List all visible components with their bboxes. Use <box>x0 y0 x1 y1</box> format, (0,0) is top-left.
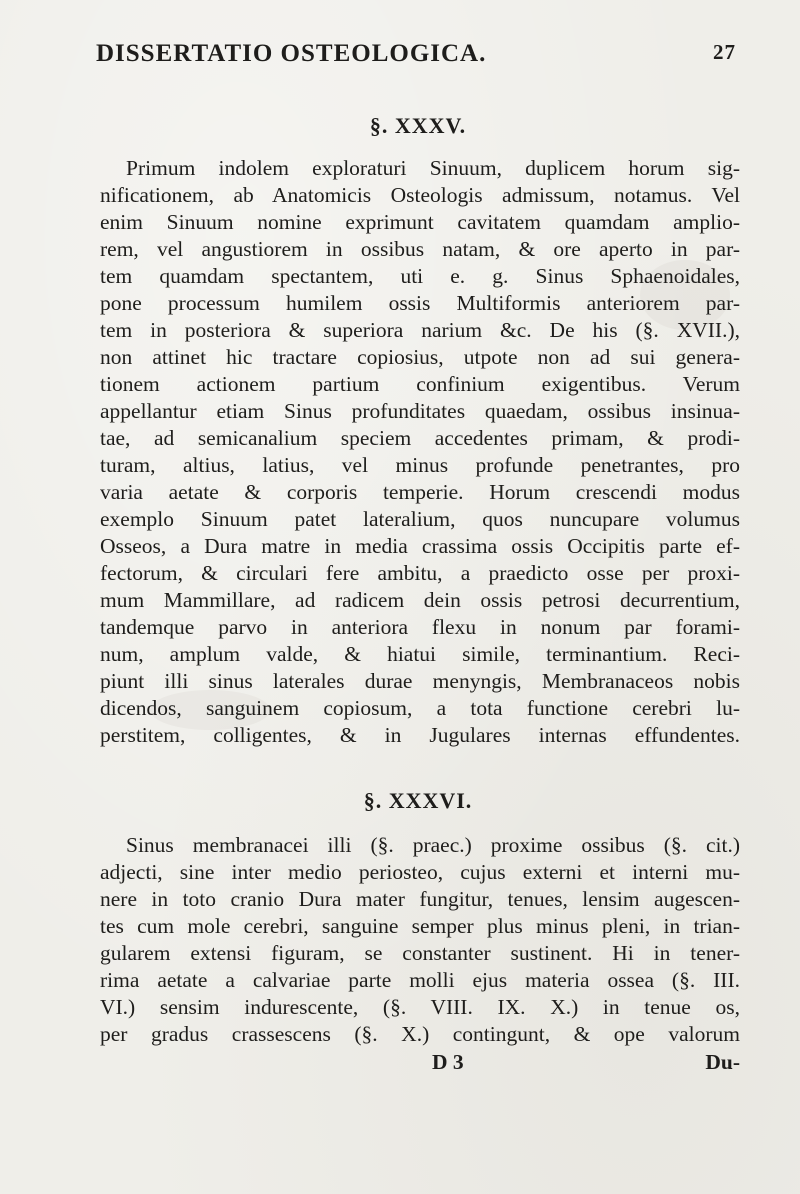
paragraph-line: Sinus membranacei illi (§. praec.) proxime ossibus (§. cit.) <box>126 833 740 857</box>
paragraph-line: mum Mammillare, ad radicem dein ossis petrosi decurrentium, <box>100 588 740 612</box>
paragraph-line: Osseos, a Dura matre in media crassima ossis Occipitis parte ef- <box>100 534 740 558</box>
paragraph-line: tes cum mole cerebri, sanguine semper plus minus pleni, in trian- <box>100 914 740 938</box>
paragraph-line: piunt illi sinus laterales durae menyngis, Membranaceos nobis <box>100 669 740 693</box>
paragraph-line: tae, ad semicanalium speciem accedentes primam, & prodi- <box>100 426 740 450</box>
signature-mark: D 3 <box>432 1050 464 1074</box>
paragraph-line: Primum indolem exploraturi Sinuum, duplicem horum sig- <box>126 156 740 180</box>
running-head-title: DISSERTATIO OSTEOLOGICA. <box>96 40 487 67</box>
paragraph-line: tem in posteriora & superiora narium &c. De his (§. XVII.), <box>100 318 740 342</box>
paragraph-line: per gradus crassescens (§. X.) contingunt, & ope valorum <box>100 1022 740 1046</box>
paragraph-line: turam, altius, latius, vel minus profunde penetrantes, pro <box>100 453 740 477</box>
catchword: Du- <box>705 1050 740 1074</box>
running-head <box>96 40 736 80</box>
paragraph-line: nere in toto cranio Dura mater fungitur, tenues, lensim augescen- <box>100 887 740 911</box>
page-footer <box>100 1050 740 1077</box>
paragraph-line: fectorum, & circulari fere ambitu, a praedicto osse per proxi- <box>100 561 740 585</box>
paragraph-line: rima aetate a calvariae parte molli ejus materia ossea (§. III. <box>100 968 740 992</box>
paragraph-line: tionem actionem partium confinium exigentibus. Verum <box>100 372 740 396</box>
paragraph-line: rem, vel angustiorem in ossibus natam, & ore aperto in par- <box>100 237 740 261</box>
paragraph-line: varia aetate & corporis temperie. Horum crescendi modus <box>100 480 740 504</box>
paragraph-line: VI.) sensim indurescente, (§. VIII. IX. X.) in tenue os, <box>100 995 740 1019</box>
section-heading: §. XXXVI. <box>363 788 473 813</box>
page-number: 27 <box>713 40 736 64</box>
paragraph-line: tandemque parvo in anteriora flexu in nonum par forami- <box>100 615 740 639</box>
paragraph-line: pone processum humilem ossis Multiformis anteriorem par- <box>100 291 740 315</box>
paragraph-line: non attinet hic tractare copiosius, utpote non ad sui genera- <box>100 345 740 369</box>
paragraph-line: gularem extensi figuram, se constanter sustinent. Hi in tener- <box>100 941 740 965</box>
section-heading: §. XXXV. <box>369 113 467 138</box>
paragraph-line: exemplo Sinuum patet lateralium, quos nuncupare volumus <box>100 507 740 531</box>
paragraph-line: appellantur etiam Sinus profunditates quaedam, ossibus insinua- <box>100 399 740 423</box>
paragraph-line: adjecti, sine inter medio periosteo, cujus externi et interni mu- <box>100 860 740 884</box>
paragraph-line: perstitem, colligentes, & in Jugulares internas effundentes. <box>100 723 740 747</box>
paragraph-line: num, amplum valde, & hiatui simile, terminantium. Reci- <box>100 642 740 666</box>
paragraph-line: nificationem, ab Anatomicis Osteologis admissum, notamus. Vel <box>100 183 740 207</box>
paragraph-line: dicendos, sanguinem copiosum, a tota functione cerebri lu- <box>100 696 740 720</box>
paragraph-line: enim Sinuum nomine exprimunt cavitatem quamdam amplio- <box>100 210 740 234</box>
paragraph-line: tem quamdam spectantem, uti e. g. Sinus Sphaenoidales, <box>100 264 740 288</box>
